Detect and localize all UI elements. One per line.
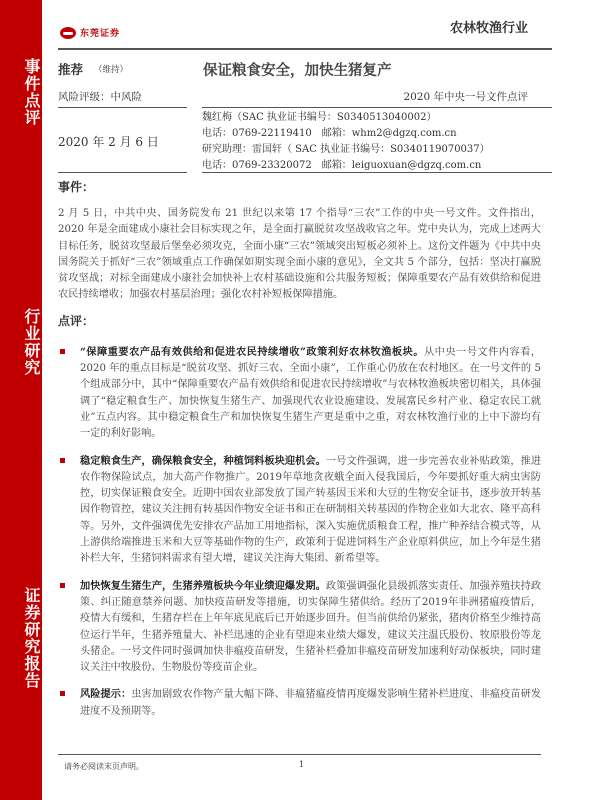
logo-text: 东莞证券 — [80, 29, 121, 39]
footer-disclaimer: 请务必阅读末页声明。 — [64, 762, 144, 772]
rating-note: （维持） — [94, 65, 129, 75]
analyst-line: 研究助理：雷国轩（ SAC 执业证书编号：S0340119070037） — [202, 144, 490, 155]
report-title: 保证粮食安全，加快生猪复产 — [203, 63, 392, 79]
report-subtitle: 2020 年中央一号文件点评 — [403, 91, 528, 103]
bullet-icon — [60, 458, 65, 463]
event-text: 2 月 5 日，中共中央、国务院发布 21 世纪以来第 17 个指导“三农”工作的中央一号文件。文件指出，2020 年是全面建成小康社会目标实现之年，是全面打赢脱贫攻坚战收官之年。党中央认为，完成上述两大目标任务，脱贫攻坚最后堡垒必须攻克，全面小康“三农”领域突出短板必须补上。这份文件题为《中共中央国务院关于抓好“三农”领域重点工作确保如期实现全面小康的意见》，全文共 5 个部分，包括：坚决打赢脱贫攻坚战；对标全面建成小康社会加快补上农村基础设施和公共服务短板；保障重要农产品有效供给和促进农民持续增收；加强农村基层治理；强化农村补短板保障措施。 — [58, 208, 541, 301]
analyst-line: 电话：0769-23320072 邮箱：leiguoxuan@dgzq.com.cn — [202, 160, 482, 171]
analyst-line: 电话：0769-22119410 邮箱：whm2@dgzq.com.cn — [202, 128, 457, 139]
comment-heading: 点评： — [58, 313, 95, 328]
bullet-icon — [60, 583, 65, 588]
comment-item: “保障重要农产品有效供给和促进农民持续增收”政策利好农林牧渔板块。从中央一号文件内容看，2020 年的重点目标是“脱贫攻坚、抓好三农、全面小康”，工作重心仍放在农村地区。在一号文件的 5 个组成部分中，其中“保障重要农产品有效供给和促进农民持续增收”与农林牧渔板块密切相关，具体强调了“稳定粮食生产、加快恢复生猪生产、加强现代农业设施建设、发展富民乡村产业、稳定农民工就业”五点内容。其中稳定粮食生产和加快恢复生猪生产更是重中之重，对农林牧渔行业的上中下游均有一定的利好影响。 — [58, 344, 541, 443]
rating-label: 推荐 — [58, 62, 84, 77]
analyst-line: 魏红梅（SAC 执业证书编号：S0340513040002） — [202, 112, 437, 123]
sidebar-label-securities-report: 证券研究报告 — [22, 587, 41, 689]
event-heading: 事件： — [58, 180, 95, 194]
comment-item: 加快恢复生猪生产，生猪养殖板块今年业绩迎爆发期。政策强调强化县级抓落实责任、加强养殖扶持政策、纠正随意禁养问题、加快疫苗研发等措施，切实保障生猪供给。经历了2019年非洲猪瘟疫情后，疫情大有缓和，生猪存栏在上年年底见底后已开始逐步回升。但当前供给仍紧张，猪肉价格至少维持高位运行半年，生猪养殖量大、补栏迅速的企业有望迎来业绩大爆发，建议关注温氏股份、牧原股份等龙头猪企。一号文件同时强调加快非瘟疫苗研发，生猪补栏叠加非瘟疫苗研发加速利好动保板块，同时建议关注中牧股份、生物股份等疫苗企业。 — [58, 578, 541, 677]
page-number: 1 — [299, 760, 305, 770]
bullet-icon — [60, 691, 65, 696]
report-date: 2020 年 2 月 6 日 — [58, 135, 159, 149]
risk-warning: 风险提示：虫害加剧致农作物产量大幅下降、非瘟猪瘟疫情再度爆发影响生猪补栏进度、非瘟疫苗研发进度不及预期等。 — [58, 686, 541, 720]
sidebar-label-industry-research: 行业研究 — [22, 307, 41, 376]
comment-item: 稳定粮食生产，确保粮食安全，种植饲料板块迎机会。一号文件强调，进一步完善农业补贴政策，推进农作物保险试点，加大高产作物推广。2019年草地贪夜蛾全面入侵我国后，今年要抓好重大病虫害防控，切实保证粮食安全。近期中国农业部发放了国产转基因玉米和大豆的生物安全证书，逐步放开转基因作物管控，建议关注拥有转基因作物安全证书和正在研制相关转基因的作物企业如大北农、隆平高科等。另外，文件强调优先安排农产品加工用地指标，深入实施优质粮食工程，推广种养结合模式等，从上游供给端推进玉米和大豆等基础作物的生产，政策利于促进饲料生产企业原料供应，加上今年是生猪补栏大年，生猪饲料需求有望大增，建议关注海大集团、新希望等。 — [58, 453, 541, 568]
sidebar-label-event-review: 事件点评 — [22, 57, 41, 126]
report-body — [58, 0, 541, 730]
risk-rating: 风险评级：中风险 — [58, 91, 142, 103]
bullet-icon — [60, 349, 65, 354]
page-footer — [58, 754, 541, 783]
industry-title: 农林牧渔行业 — [449, 21, 528, 36]
